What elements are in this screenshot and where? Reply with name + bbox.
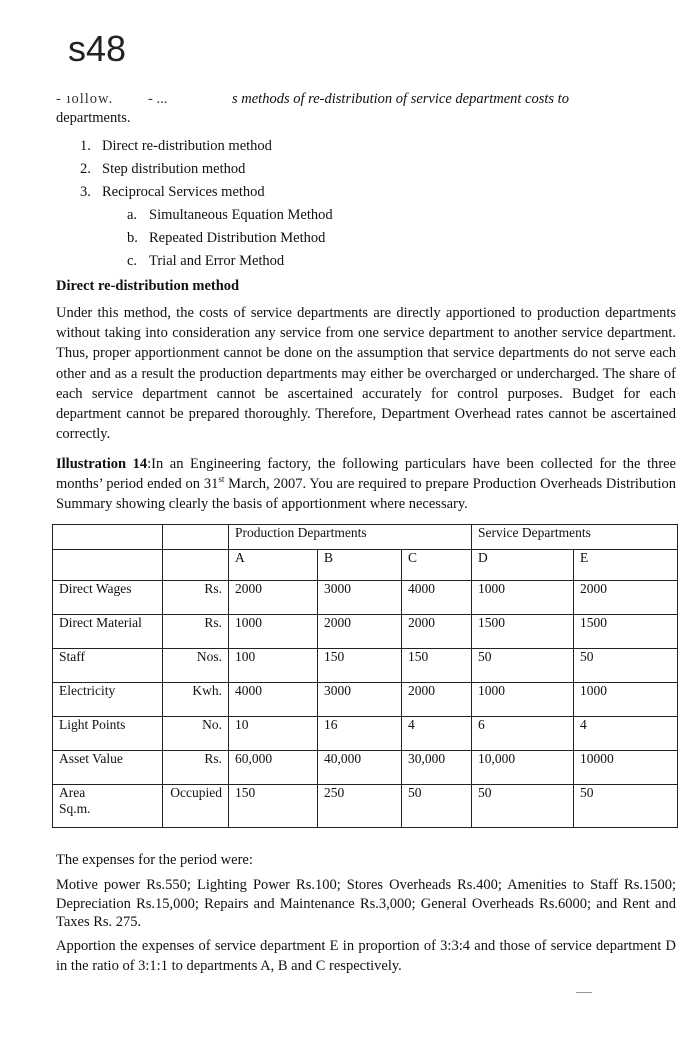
table-cell: 50 [472,649,574,683]
row-unit: No. [163,717,229,751]
list-label: Reciprocal Services method [102,184,265,200]
table-cell: 1000 [472,683,574,717]
list-item [80,135,272,158]
table-cell: 150 [229,785,318,828]
table-row [53,785,678,828]
table-cell: 150 [402,649,472,683]
column-header: A [229,550,318,581]
row-unit: Kwh. [163,683,229,717]
table-cell: 100 [229,649,318,683]
row-label [53,785,163,828]
table-cell: 50 [574,785,678,828]
row-label: Light Points [53,717,163,751]
row-unit: Nos. [163,649,229,683]
table-cell: 60,000 [229,751,318,785]
list-item [80,158,272,181]
intro-fragment: s methods of re-distribution of service department costs to [232,91,569,107]
column-header: C [402,550,472,581]
row-label: Direct Material [53,615,163,649]
table-row [53,683,678,717]
table-cell: 4000 [229,683,318,717]
row-label-line: Sq.m. [59,801,91,816]
expenses-paragraph: Motive power Rs.550; Lighting Power Rs.100; Stores Overheads Rs.400; Amenities to Staff Rs.1500; Depreciation Rs.15,000; Repairs and Maintenance Rs.3,000; General Overheads Rs.6000; and Rent and Taxes Rs. 275. [56,877,676,930]
list-label: Simultaneous Equation Method [149,207,333,223]
row-label: Staff [53,649,163,683]
table-cell: 4 [402,717,472,751]
row-unit: Occupied [163,785,229,828]
table-cell: 6 [472,717,574,751]
list-number: c. [127,253,138,269]
list-number: b. [127,230,138,246]
group-header: Production Departments [229,525,472,550]
table-cell: 3000 [318,581,402,615]
table-row [53,751,678,785]
list-number: 2. [80,161,91,177]
illustration-text: :In an Engineering factory, the following particulars have been collected for the three months’ period ended on 31 [56,456,676,493]
intro-fragment: - ıollow. [56,91,114,107]
list-label: Trial and Error Method [149,253,285,269]
row-label-line: Area [59,785,86,800]
list-label: Repeated Distribution Method [149,230,326,246]
table-row [53,649,678,683]
list-item [80,181,272,204]
table-cell: 2000 [402,683,472,717]
table-cell: 2000 [318,615,402,649]
row-label: Asset Value [53,751,163,785]
body-paragraph: Under this method, the costs of service departments are directly apportioned to production departments without taking into consideration any service from one service department to another service department. Thus, proper apportionment cannot be done on the assumption that service departments do not serve each other and as a result the production departments may either be overcharged or undercharged. The share of each service department cannot be ascertained accurately for control purposes. Budget for each department cannot be prepared thoroughly. Therefore, Department Overhead rates cannot be ascertained correctly. [56,305,676,443]
table-cell: 40,000 [318,751,402,785]
list-item [127,204,333,227]
list-label: Direct re-distribution method [102,138,272,154]
table-row [53,615,678,649]
methods-list [80,135,272,204]
apportion-paragraph: Apportion the expenses of service department E in proportion of 3:3:4 and those of service department D in the ratio of 3:1:1 to departments A, B and C respectively. [56,938,676,974]
table-cell: 1000 [229,615,318,649]
table-cell: 250 [318,785,402,828]
table-cell: 2000 [229,581,318,615]
table-cell [53,525,163,550]
intro-line: departments. [56,110,131,126]
ordinal-suffix: st [218,474,225,485]
row-unit: Rs. [163,615,229,649]
column-header: B [318,550,402,581]
list-number: 1. [80,138,91,154]
table-cell: 150 [318,649,402,683]
table-row [53,717,678,751]
column-header: D [472,550,574,581]
list-item [127,227,333,250]
table-header-row [53,550,678,581]
table-cell: 1000 [472,581,574,615]
table-cell: 10000 [574,751,678,785]
section-heading: Direct re-distribution method [56,278,240,294]
table-cell: 2000 [402,615,472,649]
table-cell: 10 [229,717,318,751]
intro-fragment: - ... [148,91,168,107]
list-number: 3. [80,184,91,200]
table-row [53,581,678,615]
table-cell: 3000 [318,683,402,717]
department-table [52,524,678,828]
group-header: Service Departments [472,525,678,550]
table-cell: 1500 [472,615,574,649]
table-cell: 50 [472,785,574,828]
table-cell: 1000 [574,683,678,717]
list-item [127,250,333,273]
table-cell: 50 [402,785,472,828]
row-label: Direct Wages [53,581,163,615]
illustration-paragraph [56,454,676,515]
page-number: s48 [68,28,127,69]
table-header-row [53,525,678,550]
table-cell: 30,000 [402,751,472,785]
illustration-label: Illustration 14 [56,456,148,472]
illustration-text: March, 2007. You are required to prepare Production Overheads Distribution Summary showing clearly the basis of apportionment where necessary. [56,476,676,513]
table-cell: 2000 [574,581,678,615]
table-cell [163,525,229,550]
submethods-list [127,204,333,273]
table-cell [53,550,163,581]
table-cell: 10,000 [472,751,574,785]
expenses-title: The expenses for the period were: [56,852,253,868]
intro-text [56,90,676,128]
row-unit: Rs. [163,581,229,615]
table-cell: 16 [318,717,402,751]
list-number: a. [127,207,138,223]
row-label: Electricity [53,683,163,717]
table-cell: 4 [574,717,678,751]
list-label: Step distribution method [102,161,246,177]
table-cell: 1500 [574,615,678,649]
column-header: E [574,550,678,581]
row-unit: Rs. [163,751,229,785]
pen-mark [576,992,592,993]
table-cell: 4000 [402,581,472,615]
table-cell [163,550,229,581]
table-cell: 50 [574,649,678,683]
